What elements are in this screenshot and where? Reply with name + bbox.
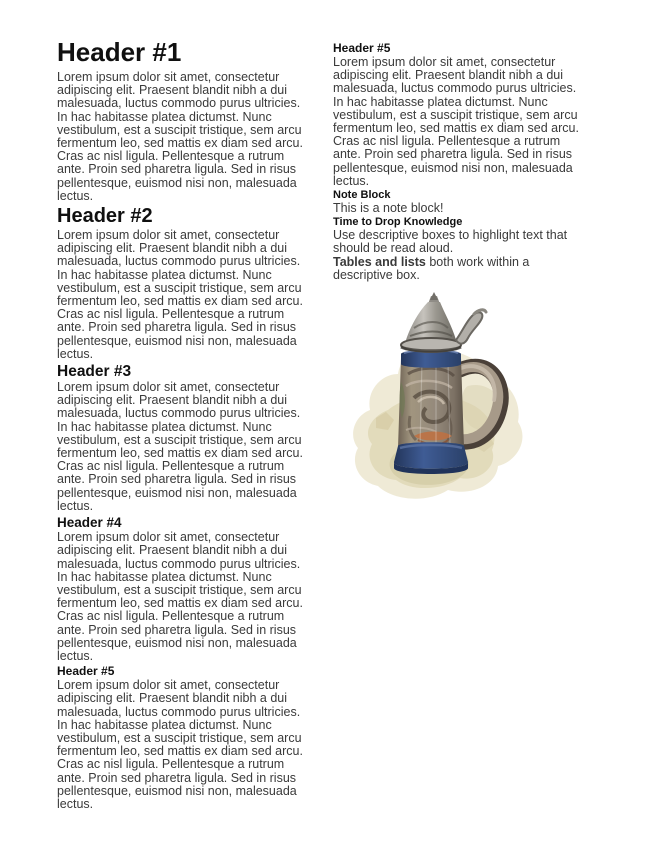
note-block-title: Note Block [333,189,391,202]
section-header-5-right [333,42,587,188]
section-paragraph: Lorem ipsum dolor sit amet, consectetur adipiscing elit. Praesent blandit nibh a dui malesuada, luctus commodo purus ultricies. In hac habitasse platea dictumst. Nunc vestibulum, est a suscipit tristique, sem arcu fermentum leo, sed mattis ex diam sed arcu. Cras ac nisl ligula. Pellentesque a rutrum ante. Proin sed pharetra ligula. Sed in risus pellentesque, euismod nisi non, malesuada lectus. [333,55,579,188]
tables-and-lists-bold: Tables and lists [333,254,426,269]
section-heading-h2: Header #2 [57,205,153,228]
section-heading-h3: Header #3 [57,363,132,381]
section-paragraph: Lorem ipsum dolor sit amet, consectetur adipiscing elit. Praesent blandit nibh a dui malesuada, luctus commodo purus ultricies. In hac habitasse platea dictumst. Nunc vestibulum, est a suscipit tristique, sem arcu fermentum leo, sed mattis ex diam sed arcu. Cras ac nisl ligula. Pellentesque a rutrum ante. Proin sed pharetra ligula. Sed in risus pellentesque, euismod nisi non, malesuada lectus. [57,530,303,663]
knowledge-block [333,216,587,255]
tables-and-lists-rest: both work within a descriptive box. [333,254,530,282]
note-block [333,189,587,215]
section-heading-h5: Header #5 [57,664,115,679]
section-paragraph: Lorem ipsum dolor sit amet, consectetur adipiscing elit. Praesent blandit nibh a dui malesuada, luctus commodo purus ultricies. In hac habitasse platea dictumst. Nunc vestibulum, est a suscipit tristique, sem arcu fermentum leo, sed mattis ex diam sed arcu. Cras ac nisl ligula. Pellentesque a rutrum ante. Proin sed pharetra ligula. Sed in risus pellentesque, euismod nisi non, malesuada lectus. [57,70,303,203]
section-paragraph: Lorem ipsum dolor sit amet, consectetur adipiscing elit. Praesent blandit nibh a dui malesuada, luctus commodo purus ultricies. In hac habitasse platea dictumst. Nunc vestibulum, est a suscipit tristique, sem arcu fermentum leo, sed mattis ex diam sed arcu. Cras ac nisl ligula. Pellentesque a rutrum ante. Proin sed pharetra ligula. Sed in risus pellentesque, euismod nisi non, malesuada lectus. [57,380,303,513]
section-header-3 [57,363,311,513]
section-heading-h4: Header #4 [57,515,122,531]
section-header-4 [57,515,311,663]
right-column [333,40,587,282]
left-column [57,38,311,811]
tables-and-lists-line [333,256,587,282]
note-block-text: This is a note block! [333,201,444,216]
stein-lid [401,292,486,352]
stein-body [398,355,464,453]
section-header-1 [57,38,311,203]
section-header-2 [57,205,311,361]
beer-stein-illustration [348,290,532,512]
knowledge-block-text: Use descriptive boxes to highlight text that should be read aloud. [333,228,568,256]
section-paragraph: Lorem ipsum dolor sit amet, consectetur adipiscing elit. Praesent blandit nibh a dui malesuada, luctus commodo purus ultricies. In hac habitasse platea dictumst. Nunc vestibulum, est a suscipit tristique, sem arcu fermentum leo, sed mattis ex diam sed arcu. Cras ac nisl ligula. Pellentesque a rutrum ante. Proin sed pharetra ligula. Sed in risus pellentesque, euismod nisi non, malesuada lectus. [57,228,303,361]
knowledge-block-title: Time to Drop Knowledge [333,216,463,229]
stein-base [394,442,468,474]
section-header-5-left [57,665,311,811]
lid-thumb-lever [456,312,482,343]
section-paragraph: Lorem ipsum dolor sit amet, consectetur adipiscing elit. Praesent blandit nibh a dui malesuada, luctus commodo purus ultricies. In hac habitasse platea dictumst. Nunc vestibulum, est a suscipit tristique, sem arcu fermentum leo, sed mattis ex diam sed arcu. Cras ac nisl ligula. Pellentesque a rutrum ante. Proin sed pharetra ligula. Sed in risus pellentesque, euismod nisi non, malesuada lectus. [57,678,303,811]
section-heading-h5: Header #5 [333,41,391,55]
section-heading-h1: Header #1 [57,37,182,67]
beer-stein-icon [348,290,532,512]
